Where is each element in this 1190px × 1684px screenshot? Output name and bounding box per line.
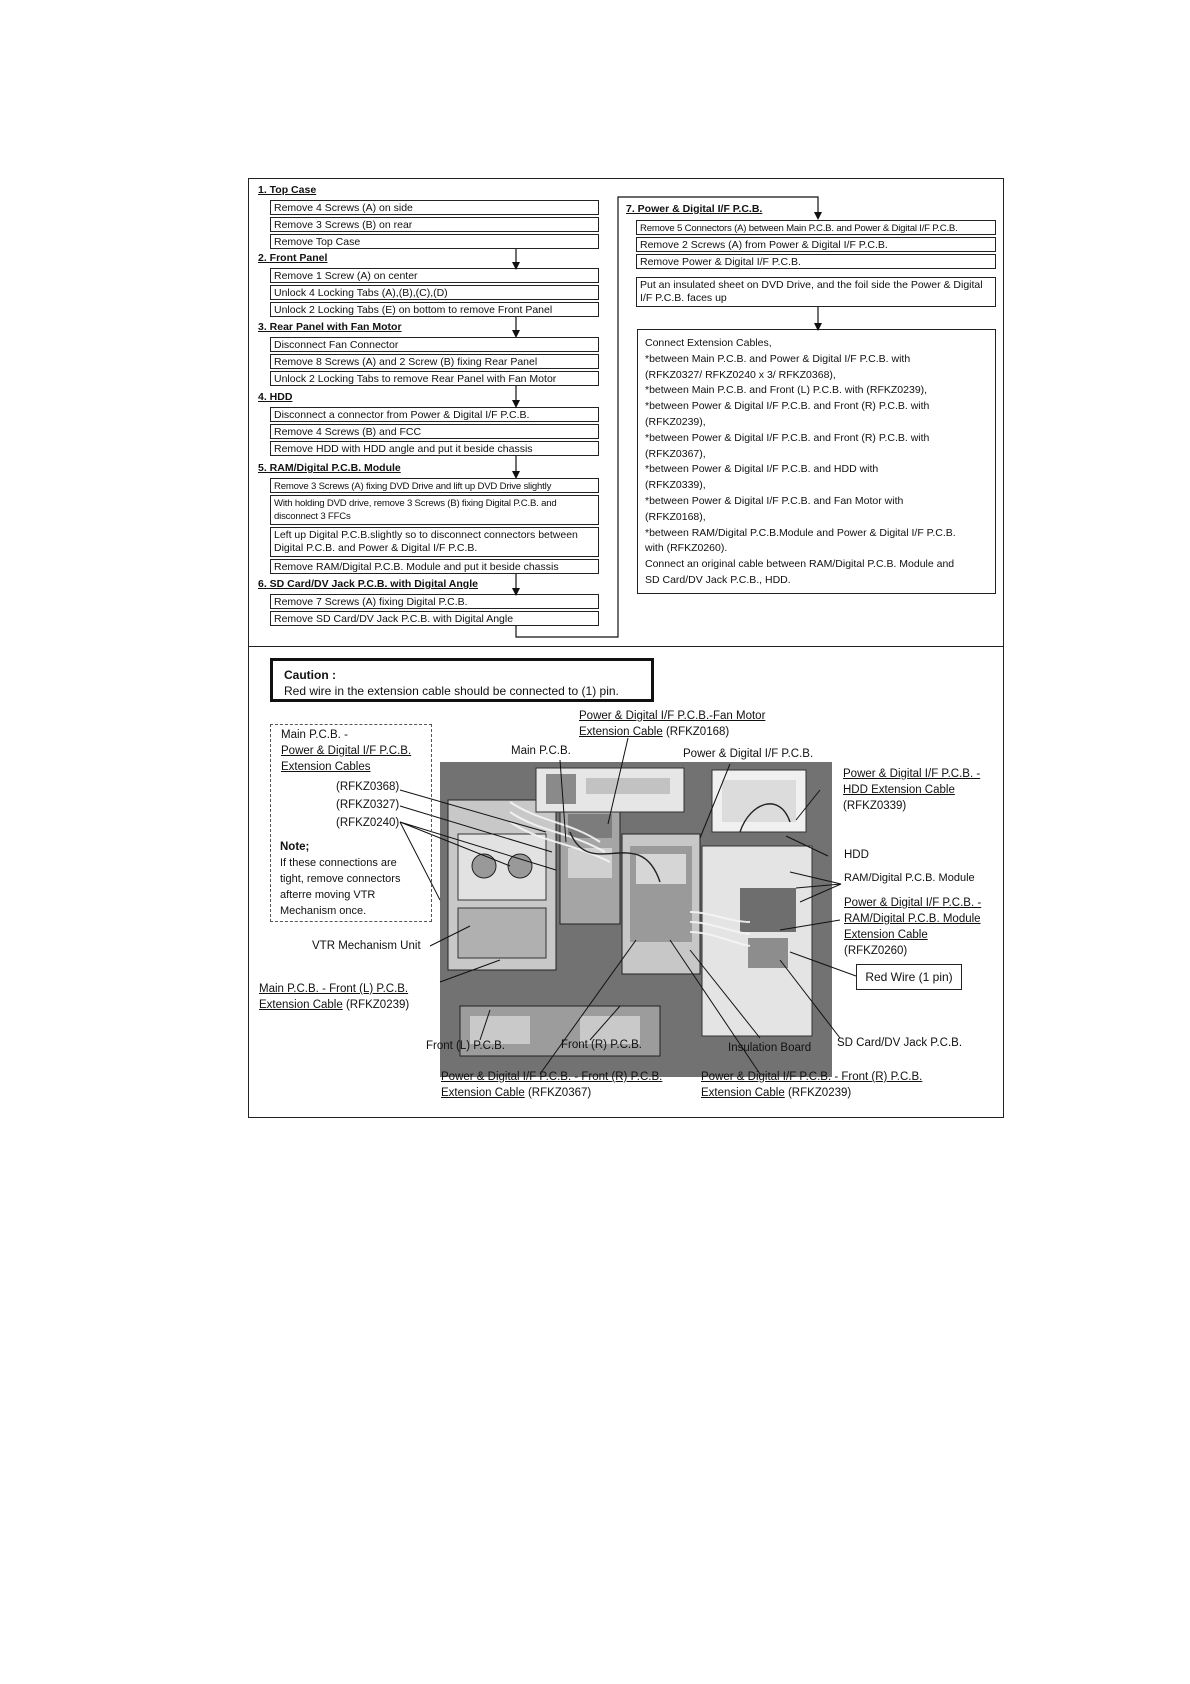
ext-line: (RFKZ0339),: [645, 479, 706, 492]
label-main-power-ext-2: Power & Digital I/F P.C.B.: [281, 745, 412, 757]
ext-line: Connect an original cable between RAM/Digital P.C.B. Module and: [645, 558, 955, 571]
label-fan-ext-2: [579, 725, 729, 741]
heading-sd-card: 6. SD Card/DV Jack P.C.B. with Digital Angle: [258, 578, 478, 590]
step-7-2: Remove 2 Screws (A) from Power & Digital I/F P.C.B.: [636, 237, 996, 252]
step-1-3: Remove Top Case: [270, 234, 599, 249]
label-rfkz0327: (RFKZ0327): [336, 799, 400, 811]
ext-line: *between RAM/Digital P.C.B.Module and Power & Digital I/F P.C.B.: [645, 526, 956, 539]
step-7-3: Remove Power & Digital I/F P.C.B.: [636, 254, 996, 269]
label-note-4: Mechanism once.: [280, 905, 367, 917]
ext-line: *between Power & Digital I/F P.C.B. and Front (R) P.C.B. with: [645, 400, 930, 413]
unit-photo: [440, 762, 832, 1077]
label-main-power-ext-3: Extension Cables: [281, 761, 371, 773]
label-hdd: HDD: [844, 849, 869, 861]
extension-cable-instructions: [637, 329, 996, 594]
step-5-1: Remove 3 Screws (A) fixing DVD Drive and lift up DVD Drive slightly: [270, 478, 599, 493]
heading-ram-digital: 5. RAM/Digital P.C.B. Module: [258, 462, 401, 474]
heading-rear-panel: 3. Rear Panel with Fan Motor: [258, 321, 402, 333]
caution-text: Red wire in the extension cable should be connected to (1) pin.: [284, 684, 619, 698]
step-3-2: Remove 8 Screws (A) and 2 Screw (B) fixing Rear Panel: [270, 354, 599, 369]
caution-box: [270, 658, 654, 702]
label-front-r: Front (R) P.C.B.: [561, 1039, 642, 1051]
heading-hdd: 4. HDD: [258, 391, 293, 403]
label-front-l-ext-1: Main P.C.B. - Front (L) P.C.B.: [259, 983, 409, 995]
label-rfkz0368: (RFKZ0368): [336, 781, 400, 793]
label-ram-ext-2: RAM/Digital P.C.B. Module: [844, 913, 981, 925]
ext-line: *between Power & Digital I/F P.C.B. and Fan Motor with: [645, 494, 904, 507]
label-front-r-ext-a-1: Power & Digital I/F P.C.B. - Front (R) P.C.B.: [441, 1071, 663, 1083]
label-front-r-ext-b-2: [701, 1086, 851, 1102]
label-note-3: afterre moving VTR: [280, 889, 376, 901]
ext-line: *between Power & Digital I/F P.C.B. and Front (R) P.C.B. with: [645, 431, 930, 444]
label-vtr: VTR Mechanism Unit: [312, 940, 421, 952]
label-hdd-ext-3: (RFKZ0339): [843, 800, 907, 812]
step-2-2: Unlock 4 Locking Tabs (A),(B),(C),(D): [270, 285, 599, 300]
ext-line: *between Main P.C.B. and Power & Digital I/F P.C.B. with: [645, 352, 911, 365]
heading-top-case: 1. Top Case: [258, 184, 317, 196]
step-1-1: Remove 4 Screws (A) on side: [270, 200, 599, 215]
ext-line: (RFKZ0239),: [645, 415, 706, 428]
step-5-3: Left up Digital P.C.B.slightly so to disconnect connectors between Digital P.C.B. and Power & Digital I/F P.C.B.: [270, 527, 599, 557]
label-ram-ext-3: Extension Cable: [844, 929, 928, 941]
label-fan-ext-2b: (RFKZ0168): [662, 726, 730, 738]
label-front-l: Front (L) P.C.B.: [426, 1040, 506, 1052]
heading-power-digital: 7. Power & Digital I/F P.C.B.: [626, 203, 763, 215]
ext-line: *between Power & Digital I/F P.C.B. and HDD with: [645, 463, 879, 476]
section-divider: [248, 646, 1004, 647]
label-hdd-ext-1: Power & Digital I/F P.C.B. -: [843, 768, 981, 780]
label-fan-ext-2a: Extension Cable: [579, 726, 663, 738]
label-front-l-ext-2a: Extension Cable: [259, 999, 343, 1011]
ext-line: with (RFKZ0260).: [645, 542, 728, 555]
ext-line: Connect Extension Cables,: [645, 337, 772, 349]
label-main-pcb: Main P.C.B.: [511, 745, 571, 757]
ext-line: (RFKZ0367),: [645, 447, 706, 460]
label-note-1: If these connections are: [280, 857, 397, 869]
step-4-2: Remove 4 Screws (B) and FCC: [270, 424, 599, 439]
label-hdd-ext-2: HDD Extension Cable: [843, 784, 955, 796]
label-front-l-ext-2b: (RFKZ0239): [342, 999, 410, 1011]
step-4-1: Disconnect a connector from Power & Digital I/F P.C.B.: [270, 407, 599, 422]
step-5-2: With holding DVD drive, remove 3 Screws (B) fixing Digital P.C.B. and disconnect 3 FFCs: [270, 495, 599, 525]
label-note-2: tight, remove connectors: [280, 873, 401, 885]
step-6-1: Remove 7 Screws (A) fixing Digital P.C.B.: [270, 594, 599, 609]
caution-title: Caution :: [284, 668, 336, 682]
label-ram-ext-1: Power & Digital I/F P.C.B. -: [844, 897, 982, 909]
label-front-r-ext-a-2b: (RFKZ0367): [524, 1087, 592, 1099]
label-front-r-ext-a-2: [441, 1086, 591, 1102]
step-2-3: Unlock 2 Locking Tabs (E) on bottom to remove Front Panel: [270, 302, 599, 317]
ext-line: SD Card/DV Jack P.C.B., HDD.: [645, 573, 791, 586]
label-ram-module: RAM/Digital P.C.B. Module: [844, 872, 975, 884]
label-front-r-ext-b-2a: Extension Cable: [701, 1087, 785, 1099]
step-4-3: Remove HDD with HDD angle and put it beside chassis: [270, 441, 599, 456]
step-7-1: Remove 5 Connectors (A) between Main P.C.B. and Power & Digital I/F P.C.B.: [636, 220, 996, 235]
step-1-2: Remove 3 Screws (B) on rear: [270, 217, 599, 232]
ext-line: (RFKZ0168),: [645, 510, 706, 523]
ext-line: (RFKZ0327/ RFKZ0240 x 3/ RFKZ0368),: [645, 368, 836, 381]
label-sd-card: SD Card/DV Jack P.C.B.: [837, 1037, 963, 1049]
label-power-digital: Power & Digital I/F P.C.B.: [683, 748, 814, 760]
label-front-r-ext-b-1: Power & Digital I/F P.C.B. - Front (R) P.C.B.: [701, 1071, 923, 1083]
label-front-l-ext-2: [259, 998, 409, 1014]
step-3-3: Unlock 2 Locking Tabs to remove Rear Panel with Fan Motor: [270, 371, 599, 386]
step-2-1: Remove 1 Screw (A) on center: [270, 268, 599, 283]
heading-front-panel: 2. Front Panel: [258, 252, 328, 264]
label-note-title: Note;: [280, 841, 310, 853]
label-front-r-ext-a-2a: Extension Cable: [441, 1087, 525, 1099]
label-fan-ext-1: Power & Digital I/F P.C.B.-Fan Motor: [579, 710, 766, 722]
label-red-wire: Red Wire (1 pin): [856, 964, 962, 990]
step-7-sheet-note: Put an insulated sheet on DVD Drive, and the foil side the Power & Digital I/F P.C.B. faces up: [636, 277, 996, 307]
step-5-4: Remove RAM/Digital P.C.B. Module and put it beside chassis: [270, 559, 599, 574]
label-ram-ext-4: (RFKZ0260): [844, 945, 908, 957]
ext-line: *between Main P.C.B. and Front (L) P.C.B. with (RFKZ0239),: [645, 384, 928, 397]
label-rfkz0240: (RFKZ0240): [336, 817, 400, 829]
label-main-power-ext-1: Main P.C.B. -: [281, 729, 348, 741]
step-6-2: Remove SD Card/DV Jack P.C.B. with Digital Angle: [270, 611, 599, 626]
step-3-1: Disconnect Fan Connector: [270, 337, 599, 352]
label-insulation: Insulation Board: [728, 1042, 812, 1054]
label-front-r-ext-b-2b: (RFKZ0239): [784, 1087, 852, 1099]
